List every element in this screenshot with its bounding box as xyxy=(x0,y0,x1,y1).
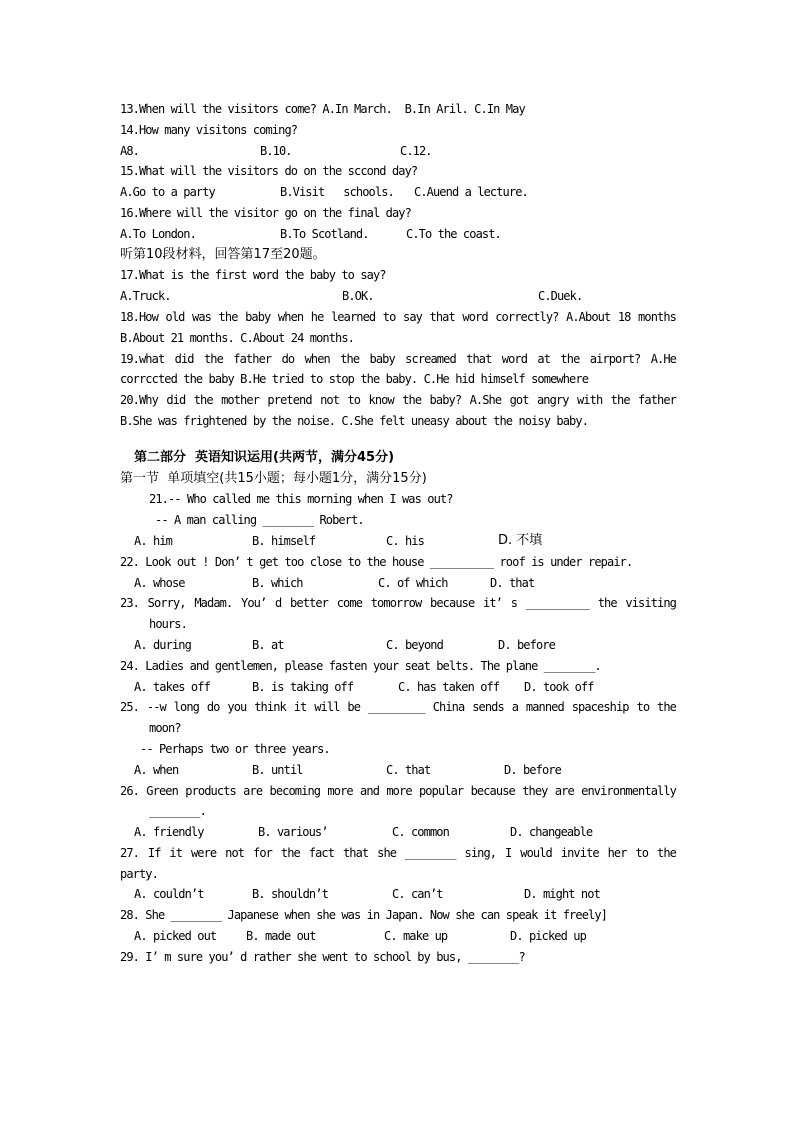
question-22-options xyxy=(120,573,676,594)
option-b: B. shouldn’t xyxy=(252,887,328,902)
option-a: A. picked out xyxy=(134,929,217,944)
question-23-options xyxy=(120,635,676,656)
part-2-heading: 第二部分 英语知识运用(共两节，满分45分) xyxy=(134,449,395,465)
option-a: A. couldn’t xyxy=(134,887,204,902)
option-b: B. at xyxy=(252,637,284,652)
option-a: A8. xyxy=(120,143,139,158)
question-27-options xyxy=(120,884,676,905)
question-25-options xyxy=(120,760,676,781)
question-21: 21.-- Who called me this morning when I was out? xyxy=(149,492,453,507)
exam-page xyxy=(120,99,676,968)
option-a: A. whose xyxy=(134,575,185,590)
option-c: C. of which xyxy=(378,575,448,590)
option-c: C. that xyxy=(386,762,431,777)
option-b: B. is taking off xyxy=(252,679,354,694)
question-14: 14.How many visitons coming? xyxy=(120,122,298,137)
question-16-options xyxy=(120,224,676,245)
option-c: C.To the coast. xyxy=(406,226,501,241)
option-b: B. until xyxy=(252,762,303,777)
option-b: B. which xyxy=(252,575,303,590)
option-b: B.To Scotland. xyxy=(280,226,369,241)
question-13: 13.When will the visitors come? A.In March. B.In Aril. C.In May xyxy=(120,102,525,116)
question-17: 17.What is the first word the baby to say? xyxy=(120,268,386,283)
option-a: A. friendly xyxy=(134,825,204,840)
section-1-heading: 第一节 单项填空(共15小题；每小题1分，满分15分) xyxy=(120,470,427,486)
option-b: B. various’ xyxy=(258,825,328,840)
option-d: D. 不填 xyxy=(498,532,543,548)
option-c: C.12. xyxy=(400,143,432,158)
option-a: A. him xyxy=(134,533,172,548)
section-10-instruction: 听第10段材料，回答第17至20题。 xyxy=(120,246,326,262)
question-25: 25. --w long do you think it will be _________ China sends a manned spaceship to the moon? xyxy=(120,700,676,736)
question-21-prompt: -- A man calling ________ Robert. xyxy=(155,513,364,528)
option-a: A. during xyxy=(134,637,191,652)
option-c: C. can’t xyxy=(392,887,443,902)
question-26: 26. Green products are becoming more and more popular because they are environmentally ________. xyxy=(120,783,676,819)
option-c: C. beyond xyxy=(386,637,443,652)
question-15-options xyxy=(120,182,676,203)
question-27: 27. If it were not for the fact that she ________ sing, I would invite her to the party. xyxy=(120,845,676,881)
option-c: C. make up xyxy=(384,929,448,944)
option-d: D. before xyxy=(504,762,561,777)
option-a: A.Truck. xyxy=(120,289,171,304)
question-18: 18.How old was the baby when he learned to say that word correctly? A.About 18 months B.About 21 months. C.About 24 months. xyxy=(120,309,676,345)
option-b: B.10. xyxy=(260,143,292,158)
option-b: B.Visit schools. xyxy=(280,185,394,200)
option-d: D. changeable xyxy=(510,825,593,840)
question-14-options xyxy=(120,141,676,162)
question-19: 19.what did the father do when the baby screamed that word at the airport? A.He corrccted the baby B.He tried to stop the baby. C.He hid himself somewhere xyxy=(120,351,676,387)
question-29: 29. I’ m sure you’ d rather she went to school by bus, ________? xyxy=(120,949,525,964)
question-28: 28. She ________ Japanese when she was in Japan. Now she can speak it freely] xyxy=(120,908,607,923)
question-23: 23. Sorry, Madam. You’ d better come tomorrow because it’ s __________ the visiting hours. xyxy=(120,596,676,632)
option-b: B. himself xyxy=(252,533,316,548)
option-a: A. when xyxy=(134,762,179,777)
option-d: D. picked up xyxy=(510,929,586,944)
option-d: D. that xyxy=(490,575,535,590)
option-b: B. made out xyxy=(246,929,316,944)
option-c: C. has taken off xyxy=(398,679,500,694)
option-a: A.To London. xyxy=(120,226,196,241)
option-d: D. before xyxy=(498,637,555,652)
question-17-options xyxy=(120,286,676,307)
question-24-options xyxy=(120,677,676,698)
option-c: C. common xyxy=(392,825,449,840)
option-a: A.Go to a party xyxy=(120,185,215,200)
question-20: 20.Why did the mother pretend not to know the baby? A.She got angry with the father B.She was frightened by the noise. C.She felt uneasy about the noisy baby. xyxy=(120,393,676,428)
question-15: 15.What will the visitors do on the sccond day? xyxy=(120,164,418,179)
question-16: 16.Where will the visitor go on the final day? xyxy=(120,205,411,220)
option-a: A. takes off xyxy=(134,679,210,694)
option-d: D. took off xyxy=(524,679,594,694)
question-25-reply: -- Perhaps two or three years. xyxy=(140,741,330,756)
question-28-options xyxy=(120,926,676,947)
option-c: C. his xyxy=(386,533,424,548)
question-21-options xyxy=(120,531,676,552)
option-d: D. might not xyxy=(524,887,600,902)
question-26-options xyxy=(120,822,676,843)
option-c: C.Duek. xyxy=(538,289,583,304)
option-c: C.Auend a lecture. xyxy=(414,185,528,200)
question-22: 22. Look out ! Don’ t get too close to the house __________ roof is under repair. xyxy=(120,554,633,569)
option-b: B.OK. xyxy=(342,289,374,304)
question-24: 24. Ladies and gentlemen, please fasten your seat belts. The plane ________. xyxy=(120,658,601,673)
